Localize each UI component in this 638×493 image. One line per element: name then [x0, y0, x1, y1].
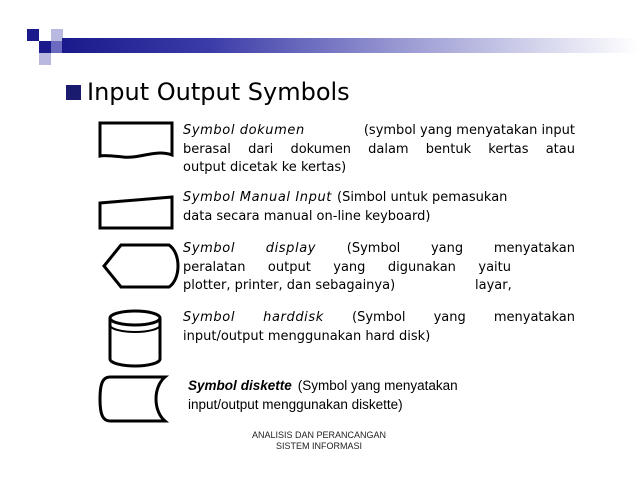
- header-decor-square: [39, 53, 51, 65]
- desc-line: input/output menggunakan hard disk): [183, 328, 431, 344]
- symbol-name-2: diskette: [240, 378, 292, 393]
- desc-line: peralatan output yang digunakan yaitu: [183, 259, 511, 275]
- header-gradient-bar: [62, 38, 638, 53]
- symbols-column: [95, 115, 185, 435]
- symbol-name-2: display: [265, 241, 317, 256]
- desc-symbol-dokumen: [183, 122, 575, 178]
- display-symbol-icon: [104, 245, 178, 287]
- desc-line: output dicetak ke kertas): [183, 160, 347, 175]
- desc-symbol-diskette: [188, 377, 508, 414]
- desc-line: Symbol dokumen (symbol yang menyatakan input: [183, 122, 575, 141]
- title-row: [66, 78, 350, 106]
- desc-line: plotter, printer, dan sebagainya) layar,: [183, 278, 512, 293]
- diskette-symbol-icon: [100, 377, 165, 421]
- manual-input-symbol-icon: [100, 197, 172, 228]
- desc-line: berasal dari dokumen dalam bentuk kertas atau: [183, 141, 575, 157]
- desc-symbol-manual-input: [183, 189, 575, 226]
- desc-symbol-harddisk: [183, 309, 575, 346]
- header-decor-square: [39, 41, 51, 53]
- symbol-name: Symbol Manual Input: [183, 190, 332, 205]
- footer-line-1: ANALISIS DAN PERANCANGAN: [251, 430, 387, 440]
- desc-line: Symbol Manual Input (Simbol untuk pemasukan: [183, 189, 575, 208]
- slide-title: Input Output Symbols: [87, 78, 350, 106]
- desc-line: Symbol display (Symbol yang menyatakan: [183, 240, 575, 259]
- header-decor-square: [27, 29, 39, 41]
- symbol-name: Symbol: [188, 378, 237, 393]
- symbol-name: Symbol dokumen: [183, 123, 305, 138]
- footer-line-2: SISTEM INFORMASI: [275, 441, 362, 451]
- desc-line: input/output menggunakan diskette): [188, 396, 403, 412]
- desc-line: Symbol harddisk (Symbol yang menyatakan: [183, 309, 575, 328]
- document-symbol-icon: [100, 123, 172, 157]
- slide-footer: [0, 430, 638, 452]
- symbol-name: Symbol: [183, 241, 236, 256]
- symbol-name: Symbol: [183, 310, 236, 325]
- square-bullet-icon: [66, 85, 81, 100]
- symbol-name-2: harddisk: [263, 310, 324, 325]
- desc-line: data secara manual on-line keyboard): [183, 208, 431, 224]
- harddisk-symbol-icon: [110, 311, 160, 366]
- desc-line: Symbol diskette (Symbol yang menyatakan: [188, 377, 508, 396]
- desc-symbol-display: [183, 240, 575, 296]
